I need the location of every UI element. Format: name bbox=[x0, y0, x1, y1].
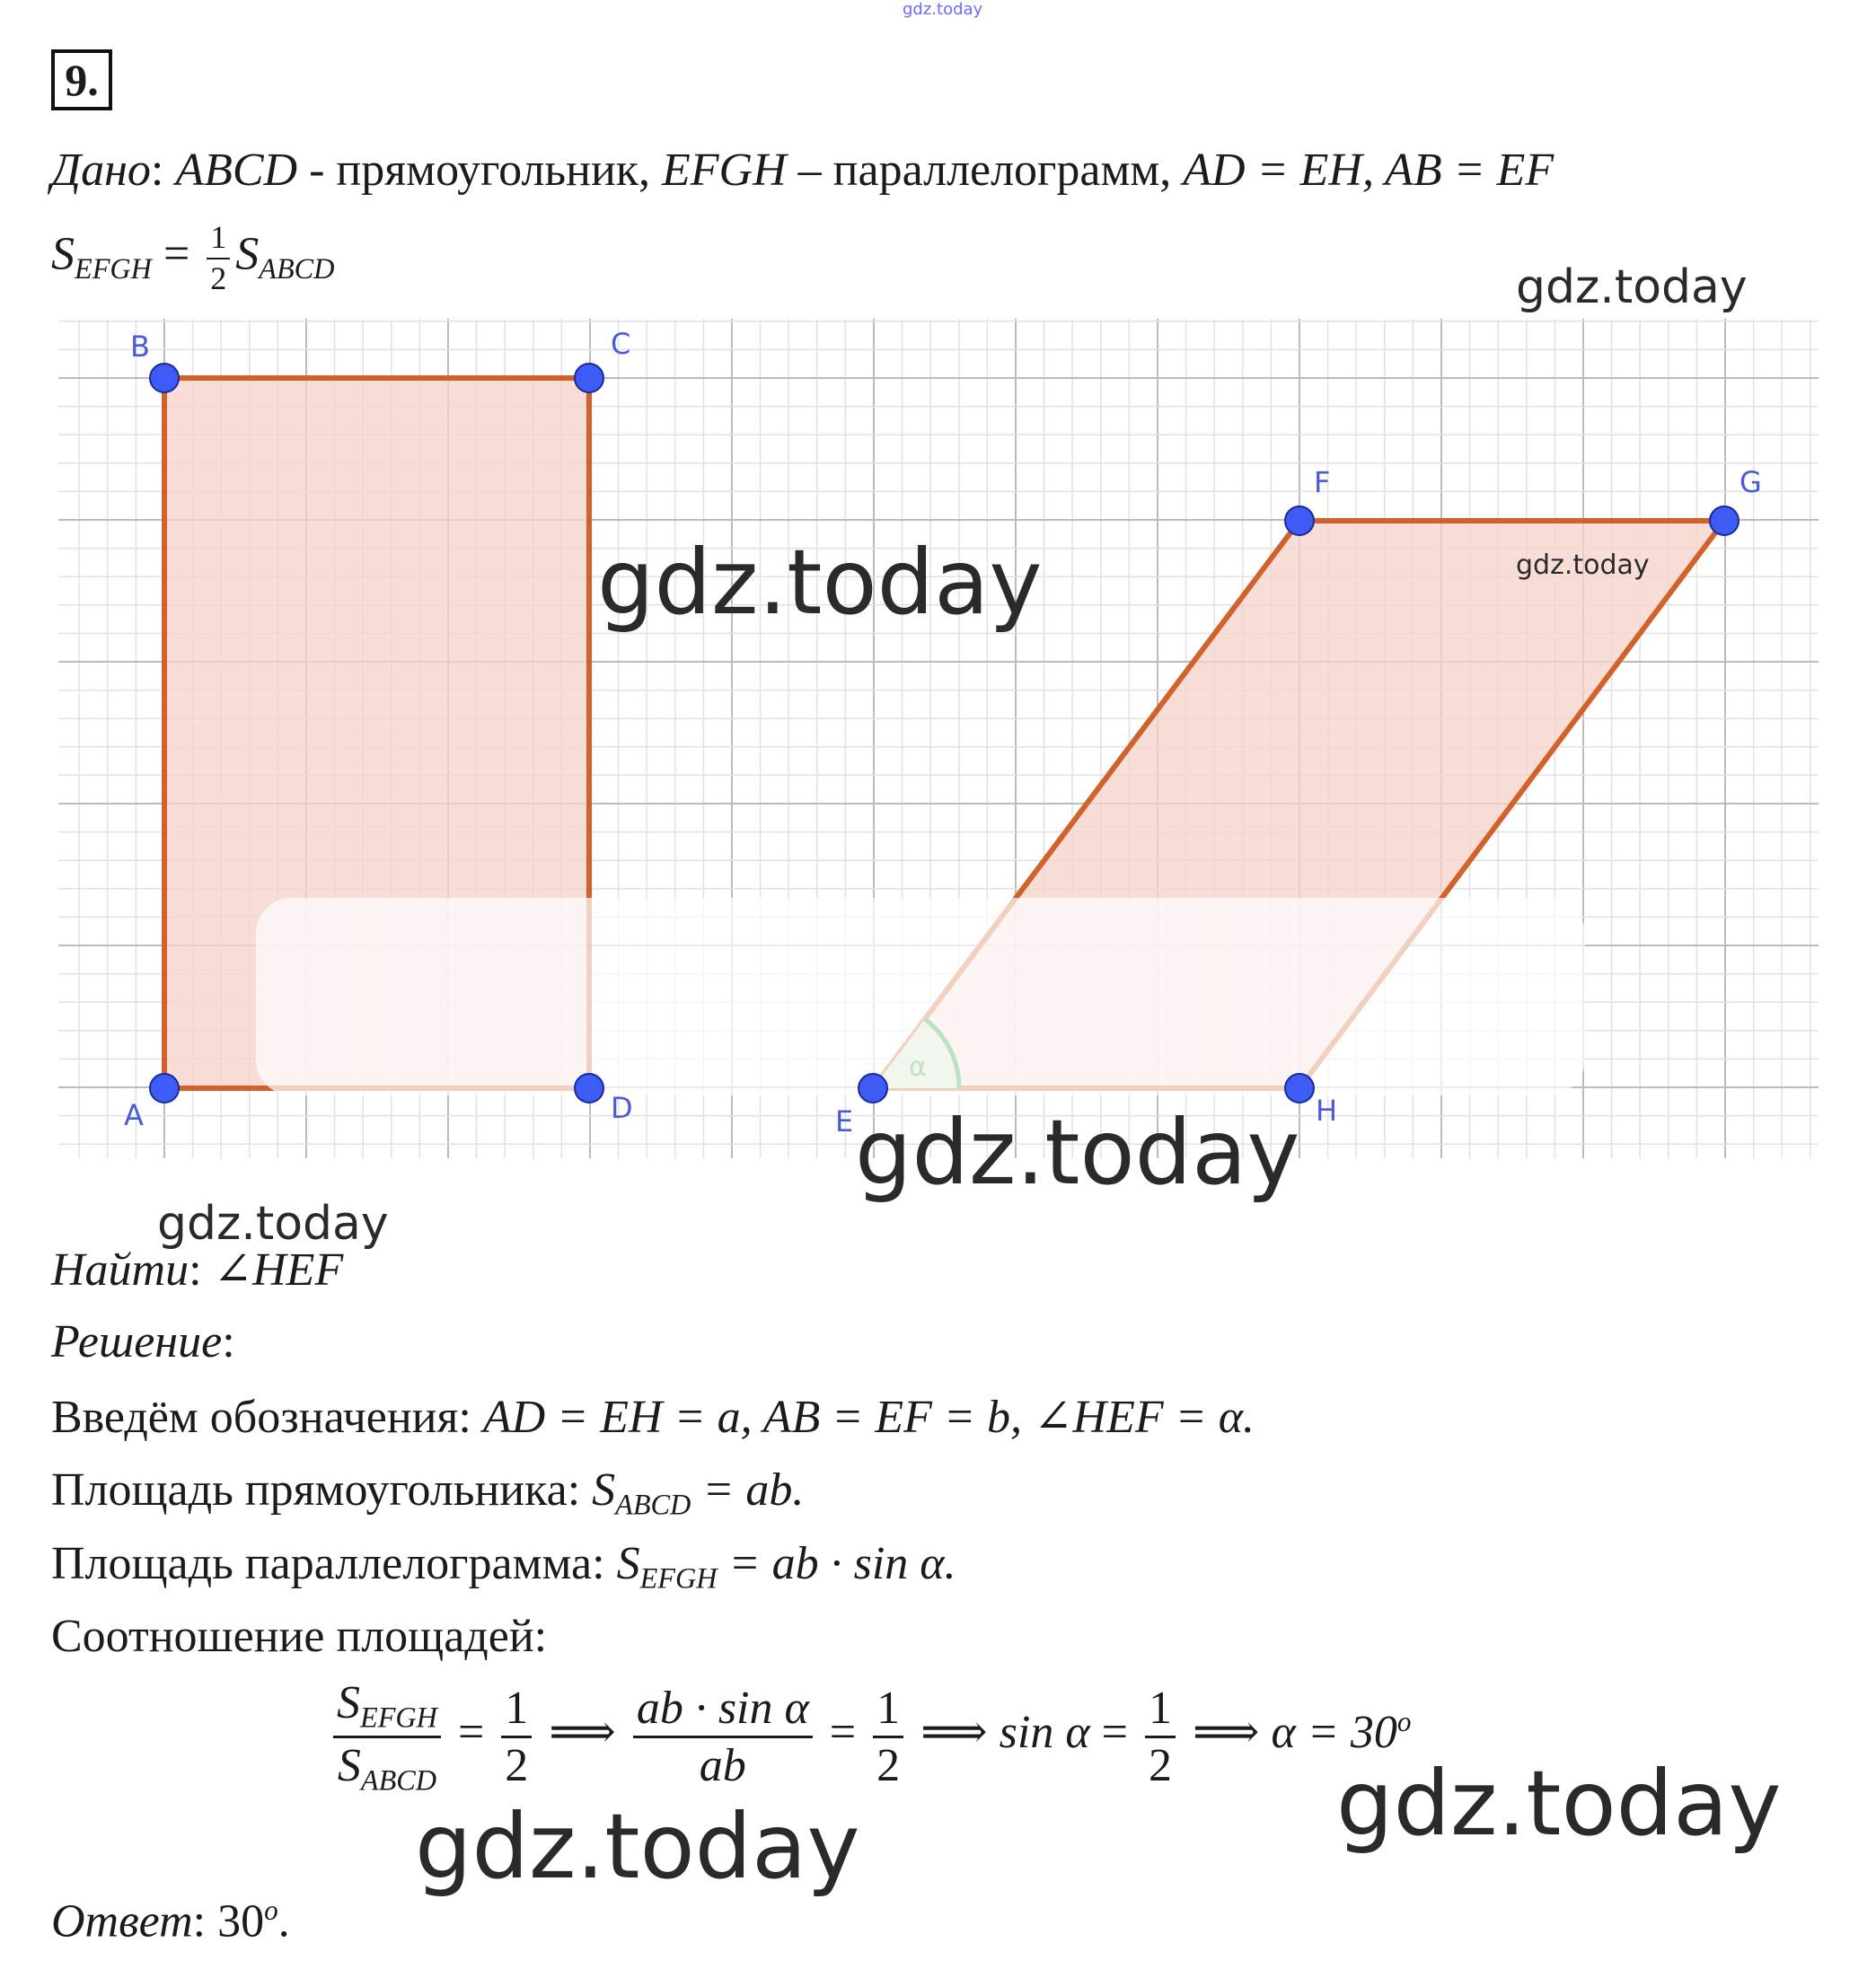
alpha-deg: o bbox=[1396, 1705, 1412, 1737]
sin-alpha: sin α bbox=[999, 1707, 1090, 1759]
point-a bbox=[150, 1074, 179, 1103]
f2-den: ab bbox=[699, 1739, 746, 1791]
half-2 bbox=[873, 1683, 903, 1791]
top-watermark: gdz.today bbox=[903, 0, 983, 19]
f2-num: ab · sin α bbox=[633, 1683, 813, 1738]
label-g: G bbox=[1739, 465, 1762, 499]
given-text-rect: - прямоугольник, bbox=[297, 145, 663, 196]
notation-line bbox=[51, 1390, 1255, 1444]
half-1 bbox=[501, 1683, 532, 1791]
watermark-2: gdz.today bbox=[597, 530, 1043, 635]
erased-smudge bbox=[256, 898, 1585, 1095]
watermark-1: gdz.today bbox=[1516, 260, 1748, 314]
implies-3: ⟹ bbox=[1192, 1707, 1260, 1759]
par-sub: EFGH bbox=[639, 1561, 718, 1595]
watermark-6: gdz.today bbox=[1336, 1751, 1782, 1856]
par-area-line bbox=[51, 1537, 956, 1595]
point-g bbox=[1710, 506, 1739, 535]
watermark-3: gdz.today bbox=[1516, 550, 1650, 581]
half-2-den: 2 bbox=[876, 1739, 901, 1791]
par-s: S bbox=[616, 1538, 640, 1589]
f1-num-sub: EFGH bbox=[360, 1701, 437, 1734]
point-c bbox=[575, 364, 603, 392]
solution-header bbox=[51, 1315, 235, 1368]
half-num: 1 bbox=[207, 220, 230, 259]
half-3-num: 1 bbox=[1145, 1683, 1176, 1738]
f1-num-s: S bbox=[337, 1677, 360, 1728]
given-label: Дано bbox=[51, 145, 151, 196]
given-equalities: AD = EH, AB = EF bbox=[1183, 145, 1555, 196]
answer-dot: . bbox=[277, 1895, 290, 1947]
rect-sub: ABCD bbox=[615, 1488, 691, 1521]
find-label: Найти bbox=[51, 1244, 189, 1296]
label-b: B bbox=[130, 330, 150, 364]
given-colon: : bbox=[150, 145, 164, 196]
label-c: C bbox=[611, 327, 631, 361]
half-1-den: 2 bbox=[505, 1739, 529, 1791]
half-3 bbox=[1145, 1683, 1176, 1791]
half-den: 2 bbox=[210, 259, 227, 296]
given-text-par: – параллелограмм, bbox=[786, 145, 1184, 196]
watermark-4: gdz.today bbox=[855, 1100, 1300, 1205]
area-sub2: ABCD bbox=[259, 251, 335, 285]
given-efgh: EFGH bbox=[662, 145, 787, 196]
eq-2: = bbox=[829, 1707, 857, 1759]
point-d bbox=[575, 1074, 603, 1103]
point-f bbox=[1285, 506, 1314, 535]
find-line bbox=[51, 1243, 343, 1297]
answer-value: 30 bbox=[217, 1895, 265, 1947]
find-colon: : bbox=[189, 1244, 214, 1296]
formula-chain bbox=[328, 1677, 1412, 1797]
half-2-num: 1 bbox=[873, 1683, 903, 1738]
f1-den-s: S bbox=[337, 1739, 361, 1791]
point-b bbox=[150, 364, 179, 392]
solution-label: Решение bbox=[51, 1316, 223, 1367]
area-s1: S bbox=[51, 228, 75, 280]
rect-area-line bbox=[51, 1464, 804, 1521]
rect-rhs: = ab. bbox=[691, 1464, 805, 1516]
eq-1: = bbox=[457, 1707, 485, 1759]
watermark-7: gdz.today bbox=[415, 1794, 860, 1899]
f1-den-sub: ABCD bbox=[360, 1763, 437, 1797]
ratio-line: Соотношение площадей: bbox=[51, 1611, 548, 1662]
label-h: H bbox=[1316, 1094, 1338, 1128]
label-d: D bbox=[611, 1091, 633, 1125]
half-3-den: 2 bbox=[1148, 1739, 1172, 1791]
watermark-5: gdz.today bbox=[157, 1197, 389, 1251]
area-sub1: EFGH bbox=[75, 251, 152, 285]
area-eq: = bbox=[151, 228, 202, 280]
point-h bbox=[1285, 1074, 1314, 1103]
implies-1: ⟹ bbox=[549, 1707, 616, 1759]
par-rhs: = ab · sin α. bbox=[717, 1538, 956, 1589]
half-1-num: 1 bbox=[501, 1683, 532, 1738]
rect-s: S bbox=[592, 1464, 616, 1516]
area-s2: S bbox=[235, 228, 260, 280]
answer-label: Ответ bbox=[51, 1895, 193, 1947]
answer-line bbox=[51, 1895, 290, 1947]
implies-2: ⟹ bbox=[920, 1707, 988, 1759]
par-area-text: Площадь параллелограмма: bbox=[51, 1538, 617, 1589]
task-number: 9. bbox=[51, 49, 112, 110]
answer-deg: o bbox=[264, 1895, 278, 1926]
point-e bbox=[859, 1074, 887, 1103]
ratio-fraction bbox=[333, 1677, 441, 1797]
rect-area-text: Площадь прямоугольника: bbox=[51, 1464, 593, 1516]
find-value: ∠HEF bbox=[213, 1244, 344, 1296]
solution-colon: : bbox=[222, 1316, 235, 1367]
answer-colon: : bbox=[192, 1895, 218, 1947]
eq-3: = bbox=[1101, 1707, 1128, 1759]
label-e: E bbox=[835, 1104, 854, 1139]
alpha-result: α = 30 bbox=[1271, 1707, 1397, 1759]
label-a: A bbox=[124, 1098, 144, 1132]
ab-sin-fraction bbox=[633, 1683, 813, 1791]
given-abcd: ABCD bbox=[175, 145, 298, 196]
notation-math: AD = EH = a, AB = EF = b, ∠HEF = α. bbox=[482, 1392, 1255, 1443]
notation-text: Введём обозначения: bbox=[51, 1392, 483, 1443]
label-f: F bbox=[1314, 465, 1331, 499]
